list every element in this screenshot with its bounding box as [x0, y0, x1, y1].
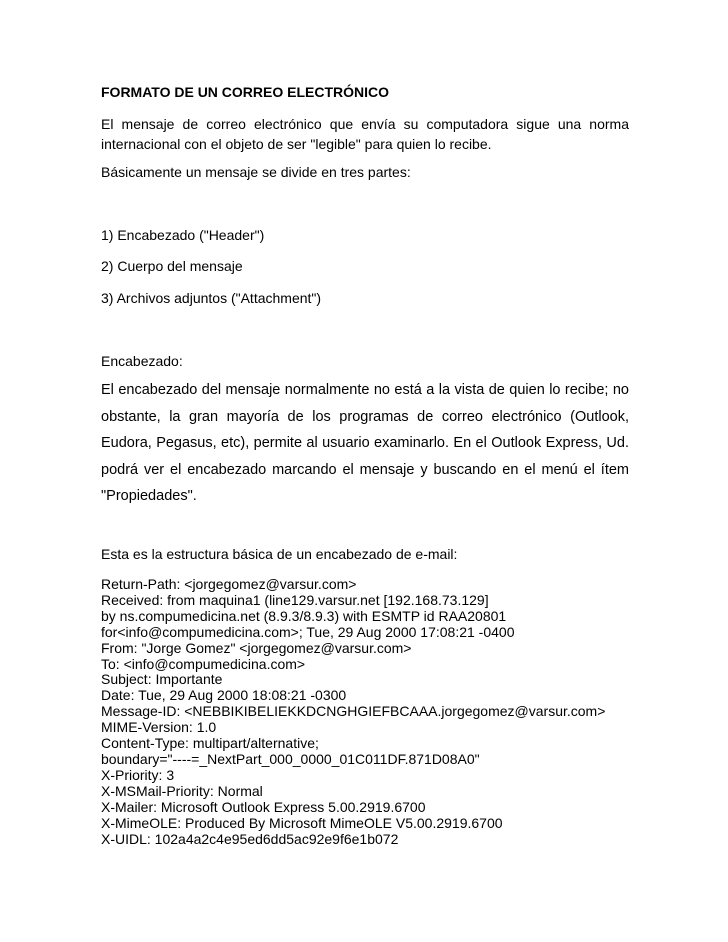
description-line: Eudora, Pegasus, etc), permite al usuario examinarlo. En el Outlook Express, Ud.: [101, 435, 629, 451]
header-line: boundary="----=_NextPart_000_0000_01C011DF.871D08A0": [101, 750, 480, 767]
header-description: [101, 377, 629, 510]
header-line: Date: Tue, 29 Aug 2000 18:08:21 -0300: [101, 687, 347, 704]
list-item-attachments: 3) Archivos adjuntos ("Attachment"): [101, 290, 322, 306]
header-line: X-Mailer: Microsoft Outlook Express 5.00.2919.6700: [101, 798, 426, 815]
intro-paragraph: El mensaje de correo electrónico que envía su computadora sigue una norma internacional con el objeto de ser "legible" para quien lo recibe.: [101, 116, 629, 152]
description-line: El encabezado del mensaje normalmente no está a la vista de quien lo recibe; no: [101, 382, 629, 398]
header-line: From: "Jorge Gomez" <jorgegomez@varsur.com>: [101, 639, 412, 656]
header-line: X-UIDL: 102a4a2c4e95ed6dd5ac92e9f6e1b072: [101, 830, 399, 847]
header-line: To: <info@compumedicina.com>: [101, 655, 306, 672]
list-item-header: 1) Encabezado ("Header"): [101, 227, 265, 243]
header-line: for<info@compumedicina.com>; Tue, 29 Aug 2000 17:08:21 -0400: [101, 623, 515, 640]
description-line: "Propiedades".: [101, 488, 197, 504]
header-line: Return-Path: <jorgegomez@varsur.com>: [101, 576, 357, 592]
email-header-example: [101, 577, 605, 847]
header-line: X-Priority: 3: [101, 766, 175, 783]
header-line: Content-Type: multipart/alternative;: [101, 735, 319, 752]
document-title: FORMATO DE UN CORREO ELECTRÓNICO: [101, 84, 390, 100]
header-line: Message-ID: <NEBBIKIBELIEKKDCNGHGIEFBCAAA.jorgegomez@varsur.com>: [101, 703, 606, 720]
description-line: podrá ver el encabezado marcando el mensaje y buscando en el menú el ítem: [101, 461, 629, 478]
header-line: X-MSMail-Priority: Normal: [101, 782, 263, 799]
parts-intro: Básicamente un mensaje se divide en tres partes:: [101, 164, 411, 180]
section-label-encabezado: Encabezado:: [101, 353, 183, 369]
header-line: Subject: Importante: [101, 671, 223, 688]
header-line: X-MimeOLE: Produced By Microsoft MimeOLE V5.00.2919.6700: [101, 814, 503, 831]
structure-intro: Esta es la estructura básica de un encabezado de e-mail:: [101, 546, 458, 562]
header-line: by ns.compumedicina.net (8.9.3/8.9.3) with ESMTP id RAA20801: [101, 607, 507, 624]
description-line: obstante, la gran mayoría de los programas de correo electrónico (Outlook,: [101, 408, 629, 425]
list-item-body: 2) Cuerpo del mensaje: [101, 258, 243, 274]
header-line: MIME-Version: 1.0: [101, 719, 217, 736]
header-line: Received: from maquina1 (line129.varsur.net [192.168.73.129]: [101, 591, 489, 608]
